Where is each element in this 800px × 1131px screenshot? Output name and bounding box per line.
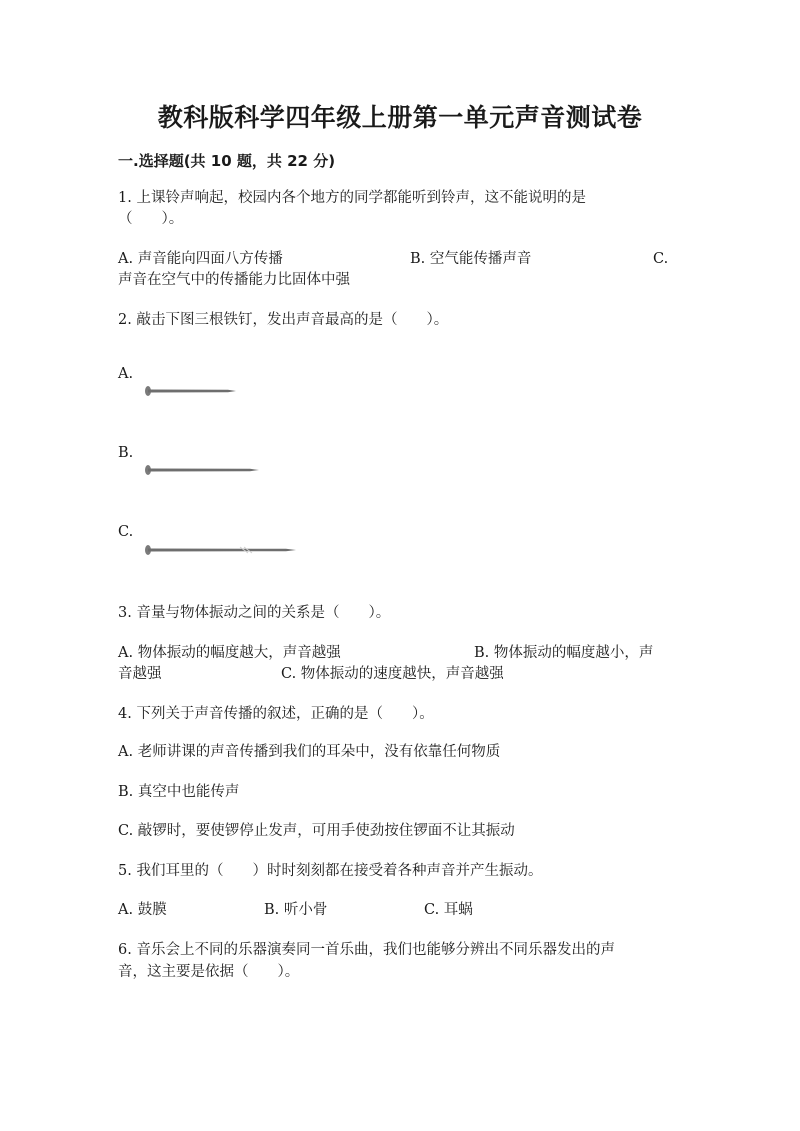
question-5-option-c[interactable]: C. 耳蜗 xyxy=(424,902,473,918)
question-3-text: 3. 音量与物体振动之间的关系是（ ）。 xyxy=(118,605,391,621)
question-3-option-b-cont[interactable]: 音越强 xyxy=(118,666,162,682)
question-2-option-b-label[interactable]: B. xyxy=(118,445,134,461)
question-5-option-a[interactable]: A. 鼓膜 xyxy=(118,902,167,918)
question-4-option-a[interactable]: A. 老师讲课的声音传播到我们的耳朵中，没有依靠任何物质 xyxy=(118,744,501,760)
page-title: 教科版科学四年级上册第一单元声音测试卷 xyxy=(157,103,643,132)
question-2-option-c-label[interactable]: C. xyxy=(118,524,134,540)
question-4-text: 4. 下列关于声音传播的叙述，正确的是（ ）。 xyxy=(118,706,434,722)
question-3-option-b[interactable]: B. 物体振动的幅度越小，声 xyxy=(474,645,654,661)
question-5-option-b[interactable]: B. 听小骨 xyxy=(264,902,328,918)
question-1-option-c-text[interactable]: 声音在空气中的传播能力比固体中强 xyxy=(118,272,350,288)
question-1-blank: （ ）。 xyxy=(118,211,184,227)
section-heading: 一.选择题(共 10 题，共 22 分) xyxy=(118,152,336,170)
iron-nail-icon[interactable] xyxy=(140,384,240,398)
question-4-option-c[interactable]: C. 敲锣时，要使锣停止发声，可用手使劲按住锣面不让其振动 xyxy=(118,823,515,839)
question-2-option-a-label[interactable]: A. xyxy=(118,366,134,382)
question-1-option-a[interactable]: A. 声音能向四面八方传播 xyxy=(118,251,283,267)
question-1-option-b[interactable]: B. 空气能传播声音 xyxy=(410,251,532,267)
question-6-text: 6. 音乐会上不同的乐器演奏同一首乐曲，我们也能够分辨出不同乐器发出的声 xyxy=(118,942,615,958)
iron-nail-icon[interactable] xyxy=(140,542,300,558)
question-1-option-c-label[interactable]: C. xyxy=(653,251,669,267)
iron-nail-icon[interactable] xyxy=(140,463,262,477)
question-6-text-cont: 音，这主要是依据（ ）。 xyxy=(118,964,300,980)
question-1-text: 1. 上课铃声响起，校园内各个地方的同学都能听到铃声，这不能说明的是 xyxy=(118,190,586,206)
question-3-option-c[interactable]: C. 物体振动的速度越快，声音越强 xyxy=(281,666,504,682)
question-4-option-b[interactable]: B. 真空中也能传声 xyxy=(118,784,240,800)
question-5-text: 5. 我们耳里的（ ）时时刻刻都在接受着各种声音并产生振动。 xyxy=(118,863,543,879)
question-3-option-a[interactable]: A. 物体振动的幅度越大，声音越强 xyxy=(118,645,341,661)
question-2-text: 2. 敲击下图三根铁钉，发出声音最高的是（ ）。 xyxy=(118,312,449,328)
